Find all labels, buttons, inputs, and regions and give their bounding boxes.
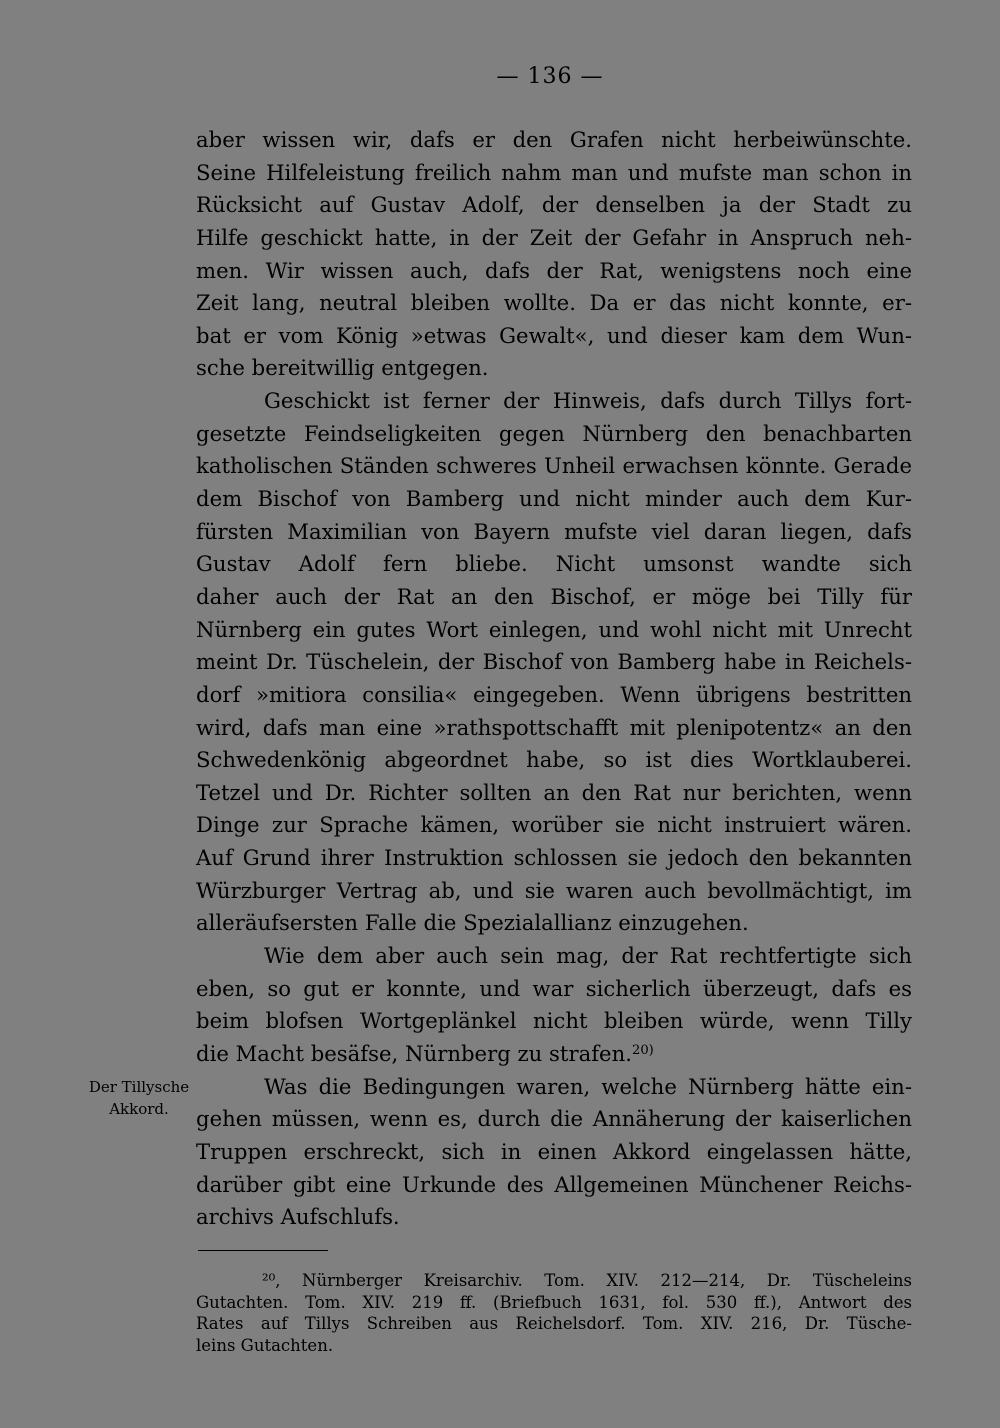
margin-note-line: Der Tillysche	[88, 1078, 190, 1096]
text-line	[196, 1038, 912, 1071]
margin-note-line: Akkord.	[109, 1100, 169, 1118]
footnote-divider	[198, 1250, 328, 1251]
text-line: Seine Hilfeleistung freilich nahm man und mufste man schon in	[196, 159, 912, 185]
margin-note	[80, 1076, 198, 1120]
footnote-line: Gutachten. Tom. XIV. 219 ff. (Briefbuch 1631, fol. 530 ff.), Antwort des	[196, 1292, 912, 1312]
footnote-ref[interactable]: 20)	[631, 1042, 654, 1058]
text-line: beim blofsen Wortgeplänkel nicht bleiben würde, wenn Tilly	[196, 1008, 912, 1034]
text-line: Was die Bedingungen waren, welche Nürnberg hätte ein-	[264, 1073, 912, 1099]
text-line: bat er vom König »etwas Gewalt«, und dieser kam dem Wun-	[196, 322, 912, 348]
text-line: wird, dafs man eine »rathspottschafft mit plenipotentz« an den	[196, 714, 912, 740]
text-line: Würzburger Vertrag ab, und sie waren auch bevollmächtigt, im	[196, 877, 912, 903]
text-line: Truppen erschreckt, sich in einen Akkord eingelassen hätte,	[196, 1138, 912, 1164]
text-line: sche bereitwillig entgegen.	[196, 355, 489, 381]
text-line: men. Wir wissen auch, dafs der Rat, wenigstens noch eine	[196, 257, 912, 283]
text-line-content: die Macht besäfse, Nürnberg zu strafen.	[196, 1040, 632, 1066]
body-text	[196, 124, 912, 1234]
text-line: Tetzel und Dr. Richter sollten an den Rat nur berichten, wenn	[196, 779, 912, 805]
text-line: gesetzte Feindseligkeiten gegen Nürnberg den benachbarten	[196, 420, 912, 446]
text-line: alleräufsersten Falle die Spezialallianz einzugehen.	[196, 910, 749, 936]
footnote-line: leins Gutachten.	[196, 1335, 334, 1355]
text-line: archivs Aufschlufs.	[196, 1204, 400, 1230]
text-line: Hilfe geschickt hatte, in der Zeit der Gefahr in Anspruch neh-	[196, 224, 912, 250]
text-line: Gustav Adolf fern bliebe. Nicht umsonst wandte sich	[196, 551, 912, 577]
page-number: — 136 —	[496, 64, 604, 89]
text-line: Geschickt ist ferner der Hinweis, dafs durch Tillys fort-	[264, 388, 912, 414]
footnote-line: ²⁰, Nürnberger Kreisarchiv. Tom. XIV. 212—214, Dr. Tüscheleins	[262, 1271, 912, 1290]
text-line: eben, so gut er konnte, und war sicherlich überzeugt, dafs es	[196, 975, 912, 1001]
text-line: dorf »mitiora consilia« eingegeben. Wenn übrigens bestritten	[196, 681, 912, 707]
text-line: dem Bischof von Bamberg und nicht minder auch dem Kur-	[196, 486, 912, 512]
text-line: meint Dr. Tüschelein, der Bischof von Bamberg habe in Reichels-	[196, 649, 912, 675]
text-line: Dinge zur Sprache kämen, worüber sie nicht instruiert wären.	[196, 812, 912, 838]
text-line: gehen müssen, wenn es, durch die Annäherung der kaiserlichen	[196, 1106, 912, 1132]
text-line: aber wissen wir, dafs er den Grafen nicht herbeiwünschte.	[196, 127, 912, 152]
text-line: Nürnberg ein gutes Wort einlegen, und wohl nicht mit Unrecht	[196, 616, 912, 642]
footnotes	[196, 1270, 912, 1356]
text-line: katholischen Ständen schweres Unheil erwachsen könnte. Gerade	[196, 453, 912, 479]
text-line: Auf Grund ihrer Instruktion schlossen sie jedoch den bekannten	[196, 845, 912, 871]
text-line: darüber gibt eine Urkunde des Allgemeinen Münchener Reichs-	[196, 1171, 912, 1197]
footnote-line: Rates auf Tillys Schreiben aus Reichelsdorf. Tom. XIV. 216, Dr. Tüsche-	[196, 1314, 912, 1333]
text-line: daher auch der Rat an den Bischof, er möge bei Tilly für	[196, 583, 912, 609]
text-line: Schwedenkönig abgeordnet habe, so ist dies Wortklauberei.	[196, 747, 912, 773]
text-line: Zeit lang, neutral bleiben wollte. Da er das nicht konnte, er-	[196, 290, 912, 316]
text-line: Rücksicht auf Gustav Adolf, der denselben ja der Stadt zu	[196, 192, 912, 218]
text-line: Wie dem aber auch sein mag, der Rat rechtfertigte sich	[264, 943, 912, 969]
text-line: fürsten Maximilian von Bayern mufste viel daran liegen, dafs	[196, 518, 912, 544]
